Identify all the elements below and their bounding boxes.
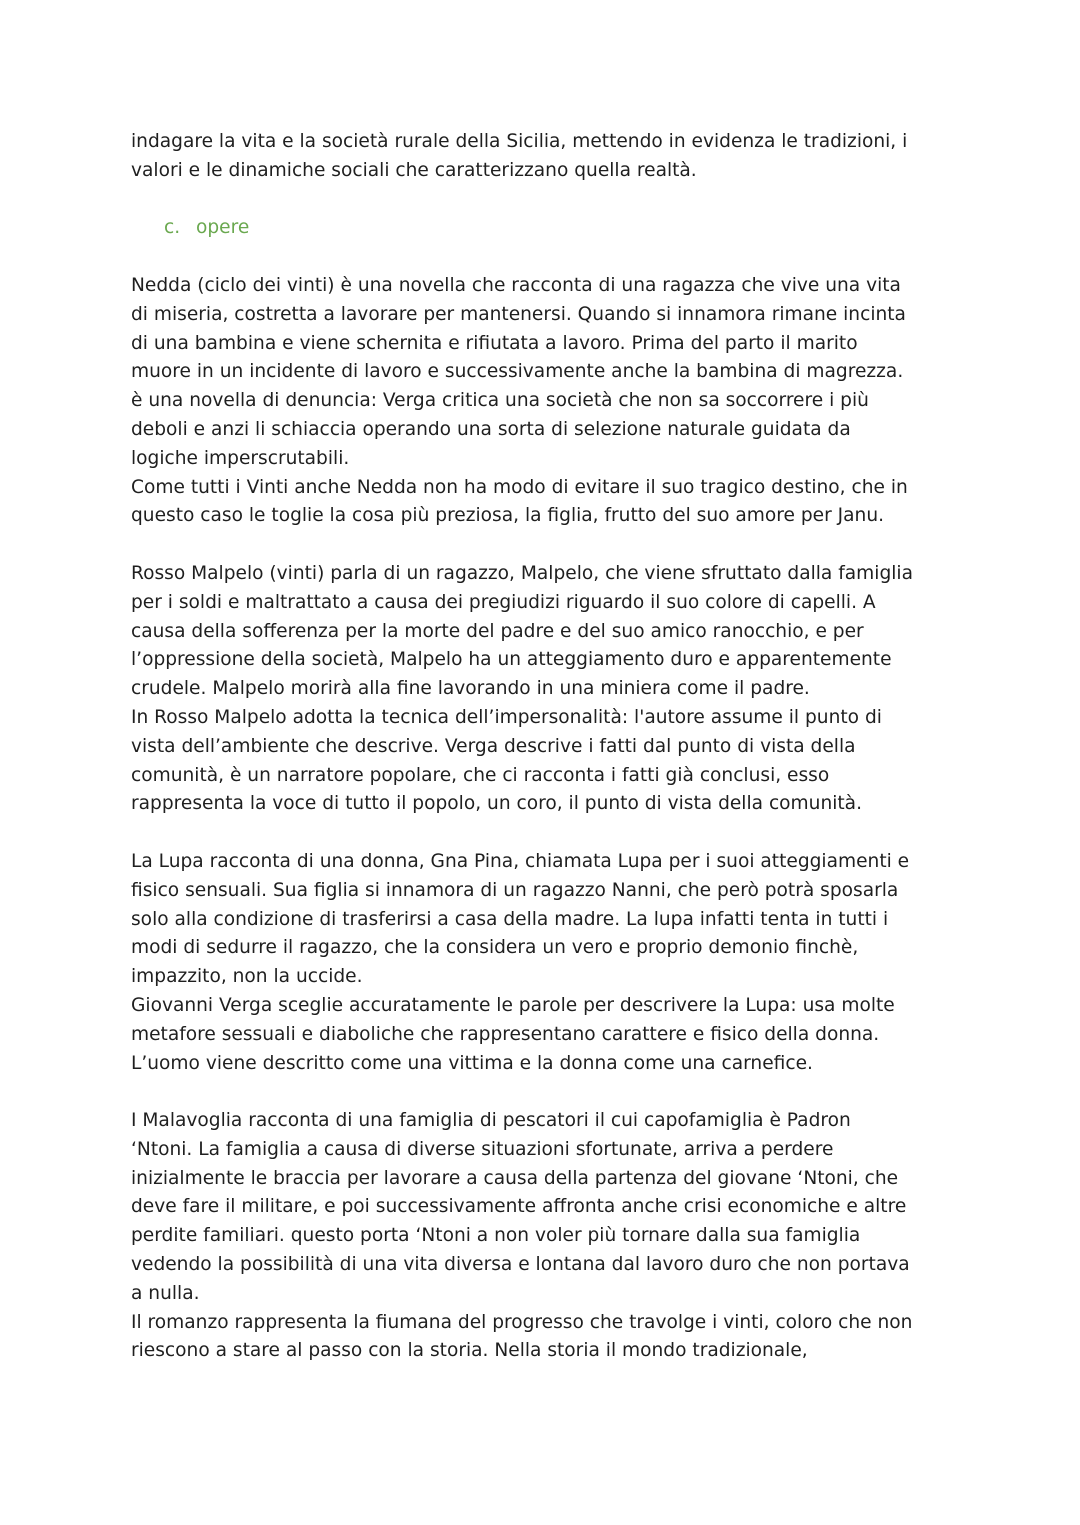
section-heading-opere (131, 214, 961, 243)
text-line: di miseria, costretta a lavorare per mantenersi. Quando si innamora rimane incinta (131, 303, 906, 325)
text-line: perdite familiari. questo porta ‘Ntoni a non voler più tornare dalla sua famiglia (131, 1225, 861, 1247)
text-line: deve fare il militare, e poi successivamente affronta anche crisi economiche e altre (131, 1196, 907, 1218)
text-line: è una novella di denuncia: Verga critica una società che non sa soccorrere i più (131, 390, 869, 412)
text-line: riescono a stare al passo con la storia. Nella storia il mondo tradizionale, (131, 1340, 808, 1362)
text-line: Come tutti i Vinti anche Nedda non ha modo di evitare il suo tragico destino, che in (131, 476, 908, 498)
paragraph-la-lupa (131, 848, 961, 1078)
text-line: vedendo la possibilità di una vita diversa e lontana dal lavoro duro che non portava (131, 1254, 910, 1276)
text-line: In Rosso Malpelo adotta la tecnica dell’impersonalità: l'autore assume il punto di (131, 706, 882, 728)
text-line: questo caso le toglie la cosa più preziosa, la figlia, frutto del suo amore per Janu. (131, 505, 885, 527)
list-marker: c. (164, 217, 181, 239)
text-line: indagare la vita e la società rurale della Sicilia, mettendo in evidenza le tradizioni, i (131, 131, 908, 152)
section-heading-title: opere (196, 217, 250, 239)
document-body (131, 128, 961, 1366)
paragraph-malavoglia (131, 1107, 961, 1366)
text-line: causa della sofferenza per la morte del padre e del suo amico ranocchio, e per (131, 620, 864, 642)
intro-paragraph (131, 128, 961, 186)
text-line: I Malavoglia racconta di una famiglia di pescatori il cui capofamiglia è Padron (131, 1110, 851, 1132)
text-line: deboli e anzi li schiaccia operando una sorta di selezione naturale guidata da (131, 418, 851, 440)
text-line: L’uomo viene descritto come una vittima e la donna come una carnefice. (131, 1052, 813, 1074)
paragraph-gap (131, 819, 961, 848)
text-line: per i soldi e maltrattato a causa dei pregiudizi riguardo il suo colore di capelli. A (131, 591, 876, 613)
text-line: Il romanzo rappresenta la fiumana del progresso che travolge i vinti, coloro che non (131, 1311, 913, 1333)
text-line: Rosso Malpelo (vinti) parla di un ragazzo, Malpelo, che viene sfruttato dalla famiglia (131, 562, 913, 584)
text-line: Nedda (ciclo dei vinti) è una novella che racconta di una ragazza che vive una vita (131, 274, 901, 296)
text-line: valori e le dinamiche sociali che caratterizzano quella realtà. (131, 159, 697, 181)
text-line: solo alla condizione di trasferirsi a casa della madre. La lupa infatti tenta in tutti i (131, 908, 889, 930)
text-line: fisico sensuali. Sua figlia si innamora di un ragazzo Nanni, che però potrà sposarla (131, 879, 899, 901)
text-line: La Lupa racconta di una donna, Gna Pina, chiamata Lupa per i suoi atteggiamenti e (131, 850, 910, 872)
text-line: comunità, è un narratore popolare, che ci racconta i fatti già conclusi, esso (131, 764, 830, 786)
text-line: vista dell’ambiente che descrive. Verga descrive i fatti dal punto di vista della (131, 735, 856, 757)
text-line: muore in un incidente di lavoro e successivamente anche la bambina di magrezza. (131, 361, 904, 383)
text-line: di una bambina e viene schernita e rifiutata a lavoro. Prima del parto il marito (131, 332, 858, 354)
paragraph-gap (131, 1078, 961, 1107)
text-line: logiche imperscrutabili. (131, 447, 350, 469)
text-line: impazzito, non la uccide. (131, 966, 363, 988)
text-line: Giovanni Verga sceglie accuratamente le parole per descrivere la Lupa: usa molte (131, 994, 895, 1016)
text-line: ‘Ntoni. La famiglia a causa di diverse situazioni sfortunate, arriva a perdere (131, 1138, 834, 1160)
paragraph-gap (131, 531, 961, 560)
paragraph-nedda (131, 272, 961, 531)
text-line: metafore sessuali e diaboliche che rappresentano carattere e fisico della donna. (131, 1023, 880, 1045)
text-line: modi di sedurre il ragazzo, che la considera un vero e proprio demonio finchè, (131, 937, 859, 959)
text-line: crudele. Malpelo morirà alla fine lavorando in una miniera come il padre. (131, 678, 810, 700)
text-line: inizialmente le braccia per lavorare a causa della partenza del giovane ‘Ntoni, che (131, 1167, 899, 1189)
paragraph-gap (131, 186, 961, 215)
paragraph-rosso-malpelo (131, 560, 961, 819)
paragraph-gap (131, 243, 961, 272)
text-line: rappresenta la voce di tutto il popolo, un coro, il punto di vista della comunità. (131, 793, 862, 815)
text-line: l’oppressione della società, Malpelo ha un atteggiamento duro e apparentemente (131, 649, 892, 671)
text-line: a nulla. (131, 1282, 200, 1304)
